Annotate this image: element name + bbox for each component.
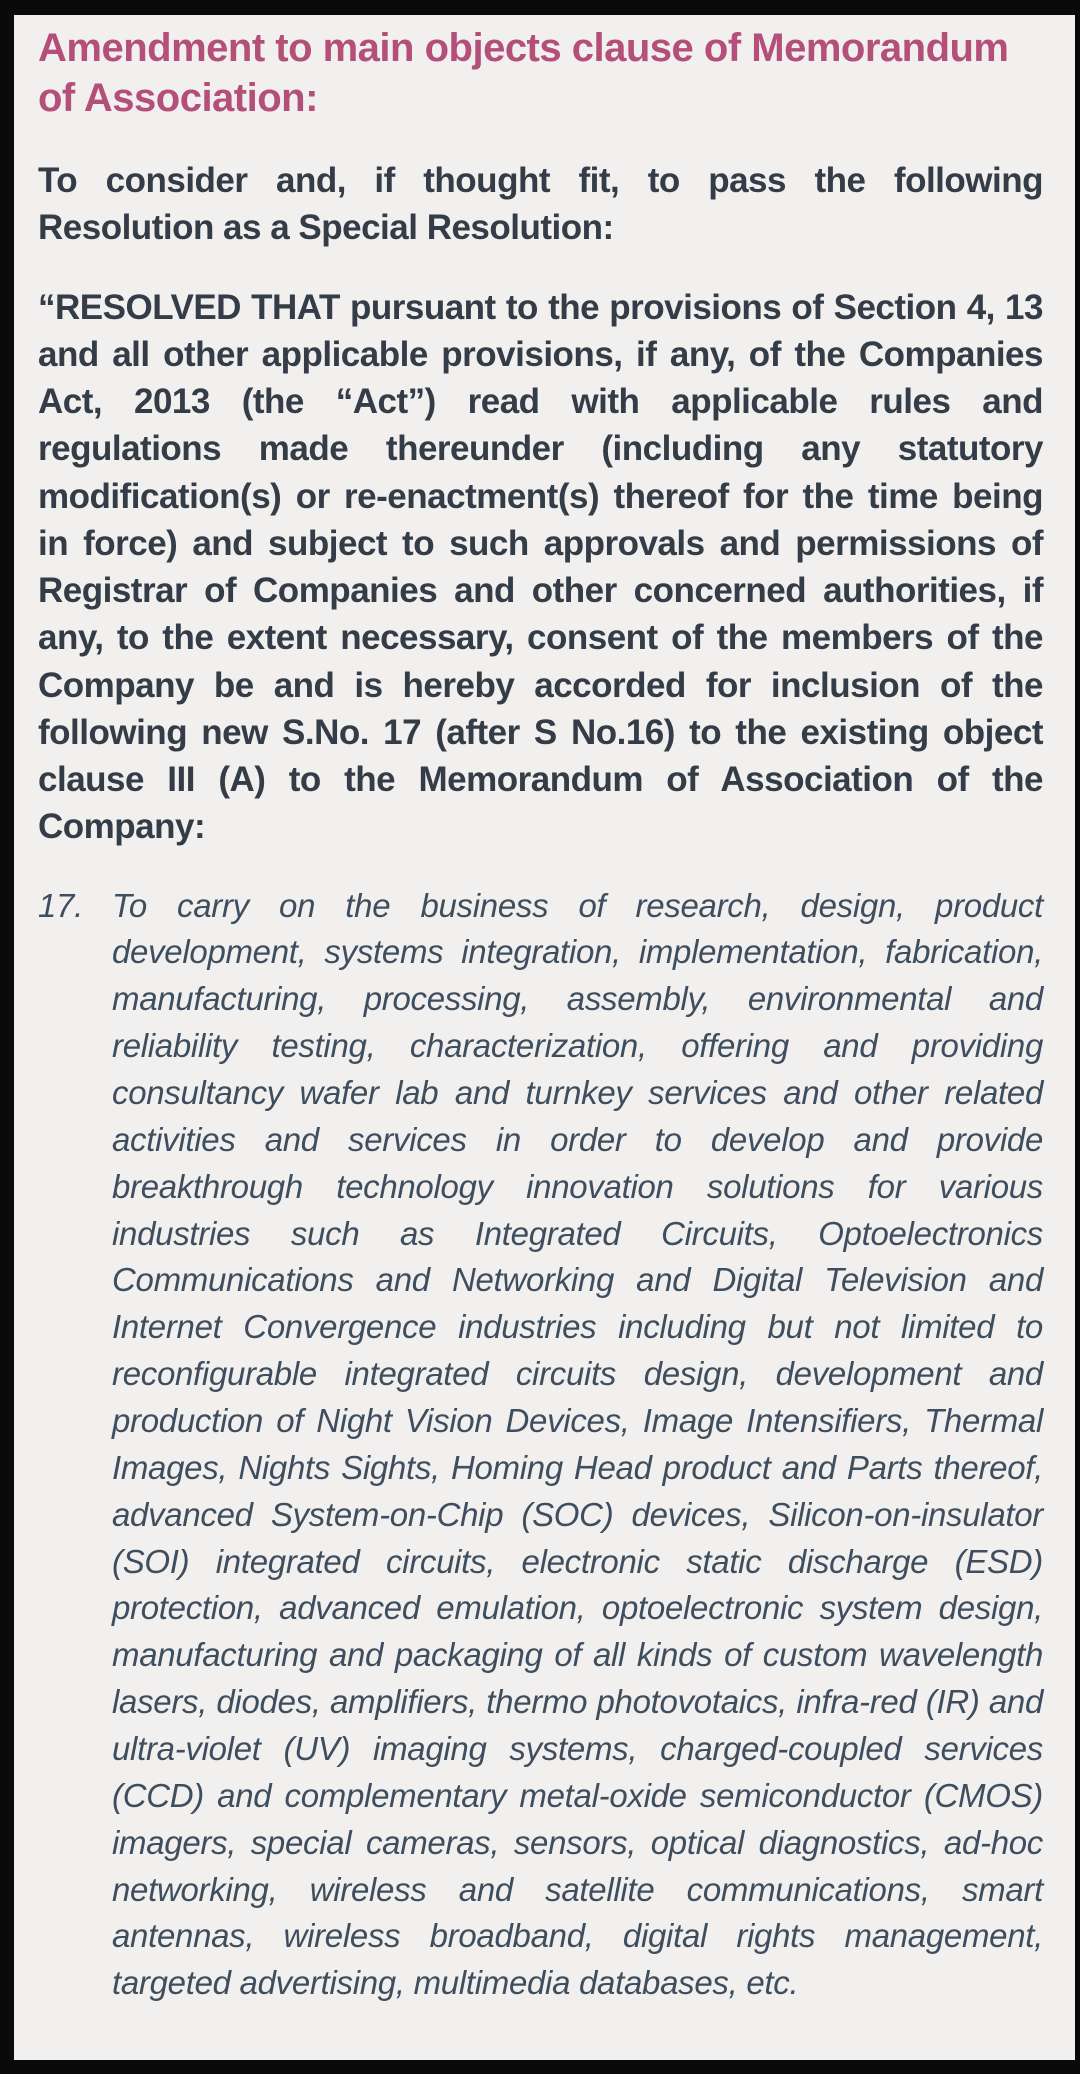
resolution-paragraph: “RESOLVED THAT pursuant to the provisions of Section 4, 13 and all other applicable provisions, if any, of the Companies Act, 2013 (the “Act”) read with applicable rules and regulations made thereunder (including any statutory modification(s) or re-enactment(s) thereof for the time being in force) and subject to such approvals and permissions of Registrar of Companies and other concerned authorities, if any, to the extent necessary, consent of the members of the Company be and is hereby accorded for inclusion of the following new S.No. 17 (after S No.16) to the existing object clause III (A) to the Memorandum of Association of the Company: <box>38 287 1043 847</box>
clause-number: 17. <box>38 886 83 924</box>
page-content <box>14 15 1075 2060</box>
intro-paragraph: To consider and, if thought fit, to pass the following Resolution as a Special Resolution: <box>38 161 1043 248</box>
object-clause-item <box>38 883 1043 2008</box>
clause-text: To carry on the business of research, design, product development, systems integration, implementation, fabrication, manufacturing, processing, assembly, environmental and reliability testing, characterization, offering and providing consultancy wafer lab and turnkey services and other related activities and services in order to develop and provide breakthrough technology innovation solutions for various industries such as Integrated Circuits, Optoelectronics Communications and Networking and Digital Television and Internet Convergence industries including but not limited to reconfigurable integrated circuits design, development and production of Night Vision Devices, Image Intensifiers, Thermal Images, Nights Sights, Homing Head product and Parts thereof, advanced System-on-Chip (SOC) devices, Silicon-on-insulator (SOI) integrated circuits, electronic static discharge (ESD) protection, advanced emulation, optoelectronic system design, manufacturing and packaging of all kinds of custom wavelength lasers, diodes, amplifiers, thermo photovotaics, infra-red (IR) and ultra-violet (UV) imaging systems, charged-coupled services (CCD) and complementary metal-oxide semiconductor (CMOS) imagers, special cameras, sensors, optical diagnostics, ad-hoc networking, wireless and satellite communications, smart antennas, wireless broadband, digital rights management, targeted advertising, multimedia databases, etc. <box>112 886 1043 2002</box>
section-heading: Amendment to main objects clause of Memorandum of Association: <box>38 26 1009 120</box>
